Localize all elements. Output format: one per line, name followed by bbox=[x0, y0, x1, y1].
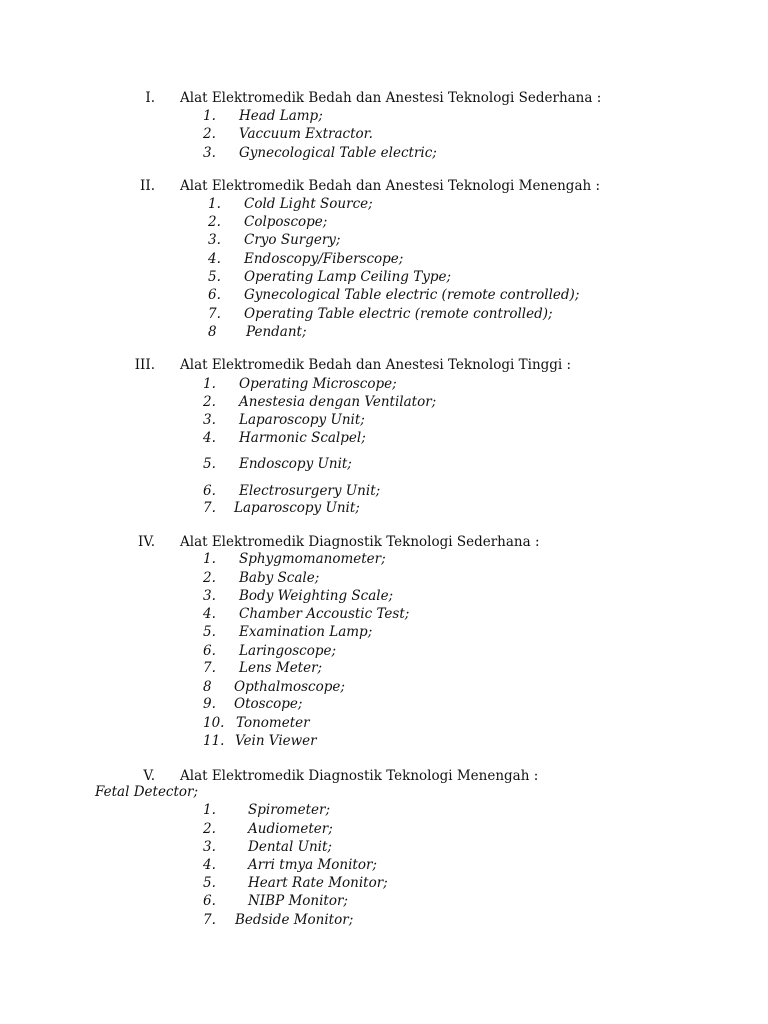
item-number: 1. bbox=[203, 802, 216, 818]
section-number: IV. bbox=[137, 534, 155, 550]
item-number: 5. bbox=[203, 456, 216, 472]
item-number: 8 bbox=[203, 679, 212, 695]
item-number: 1. bbox=[203, 108, 216, 124]
item-number: 3. bbox=[203, 412, 216, 428]
list-item: Laringoscope; bbox=[239, 643, 337, 659]
list-item: Vein Viewer bbox=[235, 733, 317, 749]
item-number: 7. bbox=[208, 306, 221, 322]
list-item: Endoscopy/Fiberscope; bbox=[244, 251, 404, 267]
list-item: Pendant; bbox=[246, 324, 307, 340]
list-item: Operating Microscope; bbox=[239, 376, 397, 392]
item-number: 7. bbox=[203, 660, 216, 676]
item-number: 3. bbox=[203, 588, 216, 604]
list-item: Tonometer bbox=[236, 715, 310, 731]
item-number: 10. bbox=[203, 715, 225, 731]
list-item: Laparoscopy Unit; bbox=[239, 412, 365, 428]
list-item: Audiometer; bbox=[248, 821, 333, 837]
section-heading: Alat Elektromedik Bedah dan Anestesi Teknologi Menengah : bbox=[180, 178, 601, 194]
section-heading: Alat Elektromedik Diagnostik Teknologi Menengah : bbox=[180, 768, 539, 784]
item-number: 2. bbox=[203, 821, 216, 837]
item-number: 6. bbox=[208, 287, 221, 303]
item-number: 9. bbox=[203, 696, 216, 712]
list-item: Anestesia dengan Ventilator; bbox=[239, 394, 437, 410]
list-item: Operating Lamp Ceiling Type; bbox=[244, 269, 452, 285]
item-number: 6. bbox=[203, 893, 216, 909]
item-number: 11. bbox=[203, 733, 225, 749]
item-number: 4. bbox=[203, 857, 216, 873]
list-item: Examination Lamp; bbox=[239, 624, 373, 640]
item-number: 3. bbox=[203, 145, 216, 161]
item-number: 7. bbox=[203, 500, 216, 516]
list-item: Endoscopy Unit; bbox=[239, 456, 352, 472]
item-number: 4. bbox=[203, 430, 216, 446]
list-item: Electrosurgery Unit; bbox=[239, 483, 381, 499]
list-item: Head Lamp; bbox=[239, 108, 323, 124]
list-item: Body Weighting Scale; bbox=[239, 588, 394, 604]
item-number: 5. bbox=[203, 624, 216, 640]
list-item: Spirometer; bbox=[248, 802, 330, 818]
list-item: Otoscope; bbox=[234, 696, 303, 712]
section-number: III. bbox=[134, 357, 155, 373]
section-number: I. bbox=[145, 90, 155, 106]
section-heading: Alat Elektromedik Bedah dan Anestesi Teknologi Sederhana : bbox=[180, 90, 602, 106]
item-number: 1. bbox=[208, 196, 221, 212]
item-number: 2. bbox=[203, 126, 216, 142]
item-number: 7. bbox=[203, 912, 216, 928]
section-number: V. bbox=[143, 768, 155, 784]
item-number: 2. bbox=[208, 214, 221, 230]
item-number: 3. bbox=[203, 839, 216, 855]
list-item: Harmonic Scalpel; bbox=[239, 430, 366, 446]
list-item: Operating Table electric (remote controlled); bbox=[244, 306, 553, 322]
item-number: 6. bbox=[203, 483, 216, 499]
item-number: 4. bbox=[203, 606, 216, 622]
list-item: Heart Rate Monitor; bbox=[248, 875, 388, 891]
list-item: Arri tmya Monitor; bbox=[248, 857, 377, 873]
item-number: 2. bbox=[203, 570, 216, 586]
list-item: Chamber Accoustic Test; bbox=[239, 606, 410, 622]
item-number: 5. bbox=[208, 269, 221, 285]
item-number: 5. bbox=[203, 875, 216, 891]
list-item: Colposcope; bbox=[244, 214, 328, 230]
list-item: Dental Unit; bbox=[248, 839, 332, 855]
list-item: Gynecological Table electric (remote controlled); bbox=[244, 287, 580, 303]
list-item: Vaccuum Extractor. bbox=[239, 126, 373, 142]
list-item: Laparoscopy Unit; bbox=[234, 500, 360, 516]
section-number: II. bbox=[140, 178, 155, 194]
list-item: Bedside Monitor; bbox=[235, 912, 354, 928]
item-number: 1. bbox=[203, 376, 216, 392]
section-heading: Alat Elektromedik Diagnostik Teknologi Sederhana : bbox=[180, 534, 540, 550]
item-number: 3. bbox=[208, 232, 221, 248]
list-item: NIBP Monitor; bbox=[248, 893, 348, 909]
list-item: Gynecological Table electric; bbox=[239, 145, 437, 161]
list-item: Opthalmoscope; bbox=[234, 679, 345, 695]
list-item: Cold Light Source; bbox=[244, 196, 373, 212]
item-number: 6. bbox=[203, 643, 216, 659]
item-number: 1. bbox=[203, 551, 216, 567]
item-number: 2. bbox=[203, 394, 216, 410]
item-number: 8 bbox=[208, 324, 217, 340]
section-heading: Alat Elektromedik Bedah dan Anestesi Teknologi Tinggi : bbox=[180, 357, 572, 373]
list-item: Cryo Surgery; bbox=[244, 232, 341, 248]
list-item: Fetal Detector; bbox=[95, 784, 199, 800]
list-item: Baby Scale; bbox=[239, 570, 320, 586]
list-item: Sphygmomanometer; bbox=[239, 551, 386, 567]
list-item: Lens Meter; bbox=[239, 660, 323, 676]
item-number: 4. bbox=[208, 251, 221, 267]
